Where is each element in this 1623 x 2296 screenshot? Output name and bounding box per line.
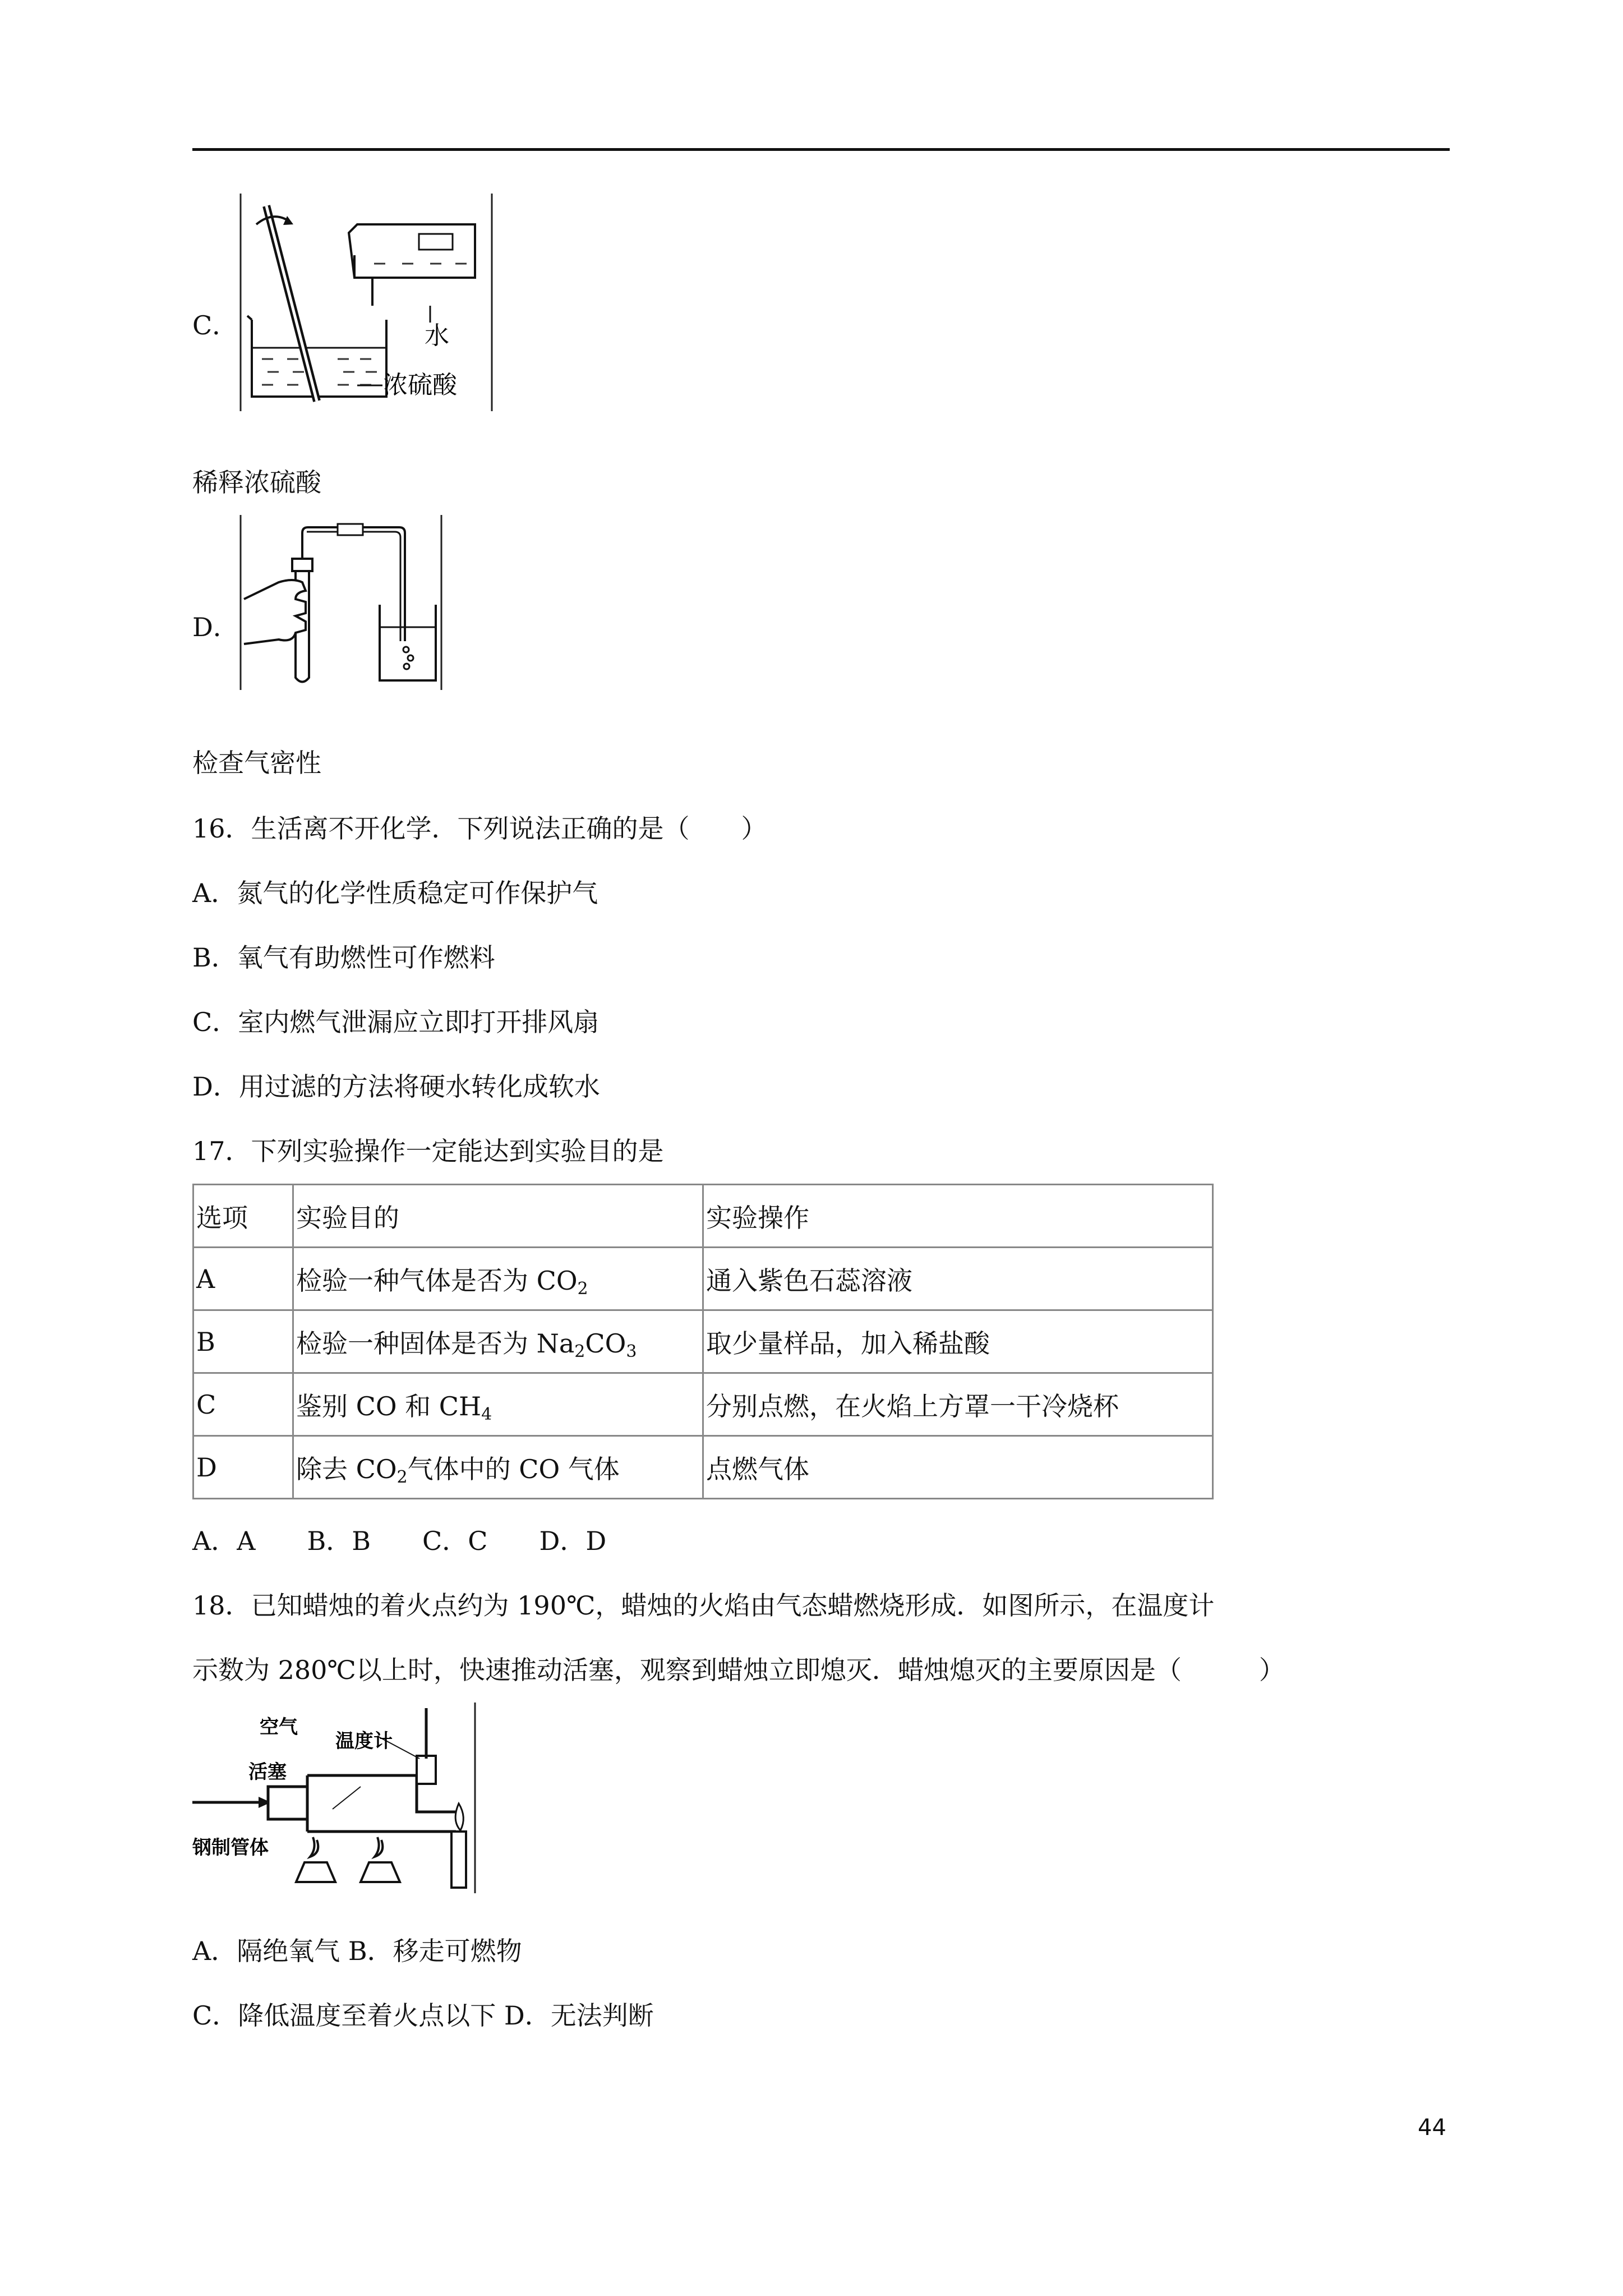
header-operation: 实验操作 [703,1185,1213,1248]
air-label: 空气 [260,1716,298,1738]
row-key: B [193,1310,293,1373]
row-key: A [193,1248,293,1310]
page-number: 44 [1418,2115,1446,2141]
option-d-label: D． [192,612,239,642]
water-label: 水 [425,321,449,350]
thermometer-label: 温度计 [335,1730,393,1752]
row-goal: 除去 $CO_2$气体中的 CO 气体 [293,1436,703,1499]
option-c-label: C． [192,310,238,341]
row-operation: 点燃气体 [703,1436,1213,1499]
q18-options-line1: A．隔绝氧气 B．移走可燃物 [192,1936,522,1966]
table-row [193,1373,1213,1436]
option-c-caption: 稀释浓硫酸 [192,467,321,498]
q16-option-a: A．氮气的化学性质稳定可作保护气 [192,878,598,908]
table-row [193,1248,1213,1310]
q16-option-d: D．用过滤的方法将硬水转化成软水 [192,1071,600,1102]
row-goal: 检验一种固体是否为 $Na_2CO_3$ [293,1310,703,1373]
row-goal: 检验一种气体是否为 $CO_2$ [293,1248,703,1310]
dilute-sulfuric-acid-figure [239,194,493,411]
q16-option-c: C．室内燃气泄漏应立即打开排风扇 [192,1007,600,1037]
table-row [193,1436,1213,1499]
tube-label: 钢制管体 [192,1837,269,1859]
piston-label: 活塞 [248,1761,287,1783]
row-operation: 取少量样品，加入稀盐酸 [703,1310,1213,1373]
q18-stem-line1: 18．已知蜡烛的着火点约为 190℃，蜡烛的火焰由气态蜡燃烧形成．如图所示，在温度计 [192,1590,1215,1621]
q18-options-line2: C．降低温度至着火点以下 D．无法判断 [192,2000,654,2031]
q17-answer-options: A．A B．B C．C D．D [192,1526,607,1556]
q16-option-b: B．氧气有助燃性可作燃料 [192,942,495,973]
header-option: 选项 [193,1185,293,1248]
header-goal: 实验目的 [293,1185,703,1248]
q18-stem-line2: 示数为 280℃以上时，快速推动活塞，观察到蜡烛立即熄灭．蜡烛熄灭的主要原因是（ ） [192,1655,1285,1685]
row-key: C [193,1373,293,1436]
airtightness-check-figure [239,515,442,690]
q17-table [192,1184,1214,1499]
table-row [193,1310,1213,1373]
header-rule [192,148,1450,151]
row-goal: 鉴别 CO 和 $CH_4$ [293,1373,703,1436]
option-d-caption: 检查气密性 [192,748,321,778]
acid-label: 浓硫酸 [383,371,457,399]
candle-experiment-figure [192,1703,476,1893]
table-header-row [193,1185,1213,1248]
row-operation: 通入紫色石蕊溶液 [703,1248,1213,1310]
q16-stem: 16．生活离不开化学．下列说法正确的是（ ） [192,813,767,844]
q17-stem: 17．下列实验操作一定能达到实验目的是 [192,1136,664,1166]
row-key: D [193,1436,293,1499]
row-operation: 分别点燃，在火焰上方罩一干冷烧杯 [703,1373,1213,1436]
